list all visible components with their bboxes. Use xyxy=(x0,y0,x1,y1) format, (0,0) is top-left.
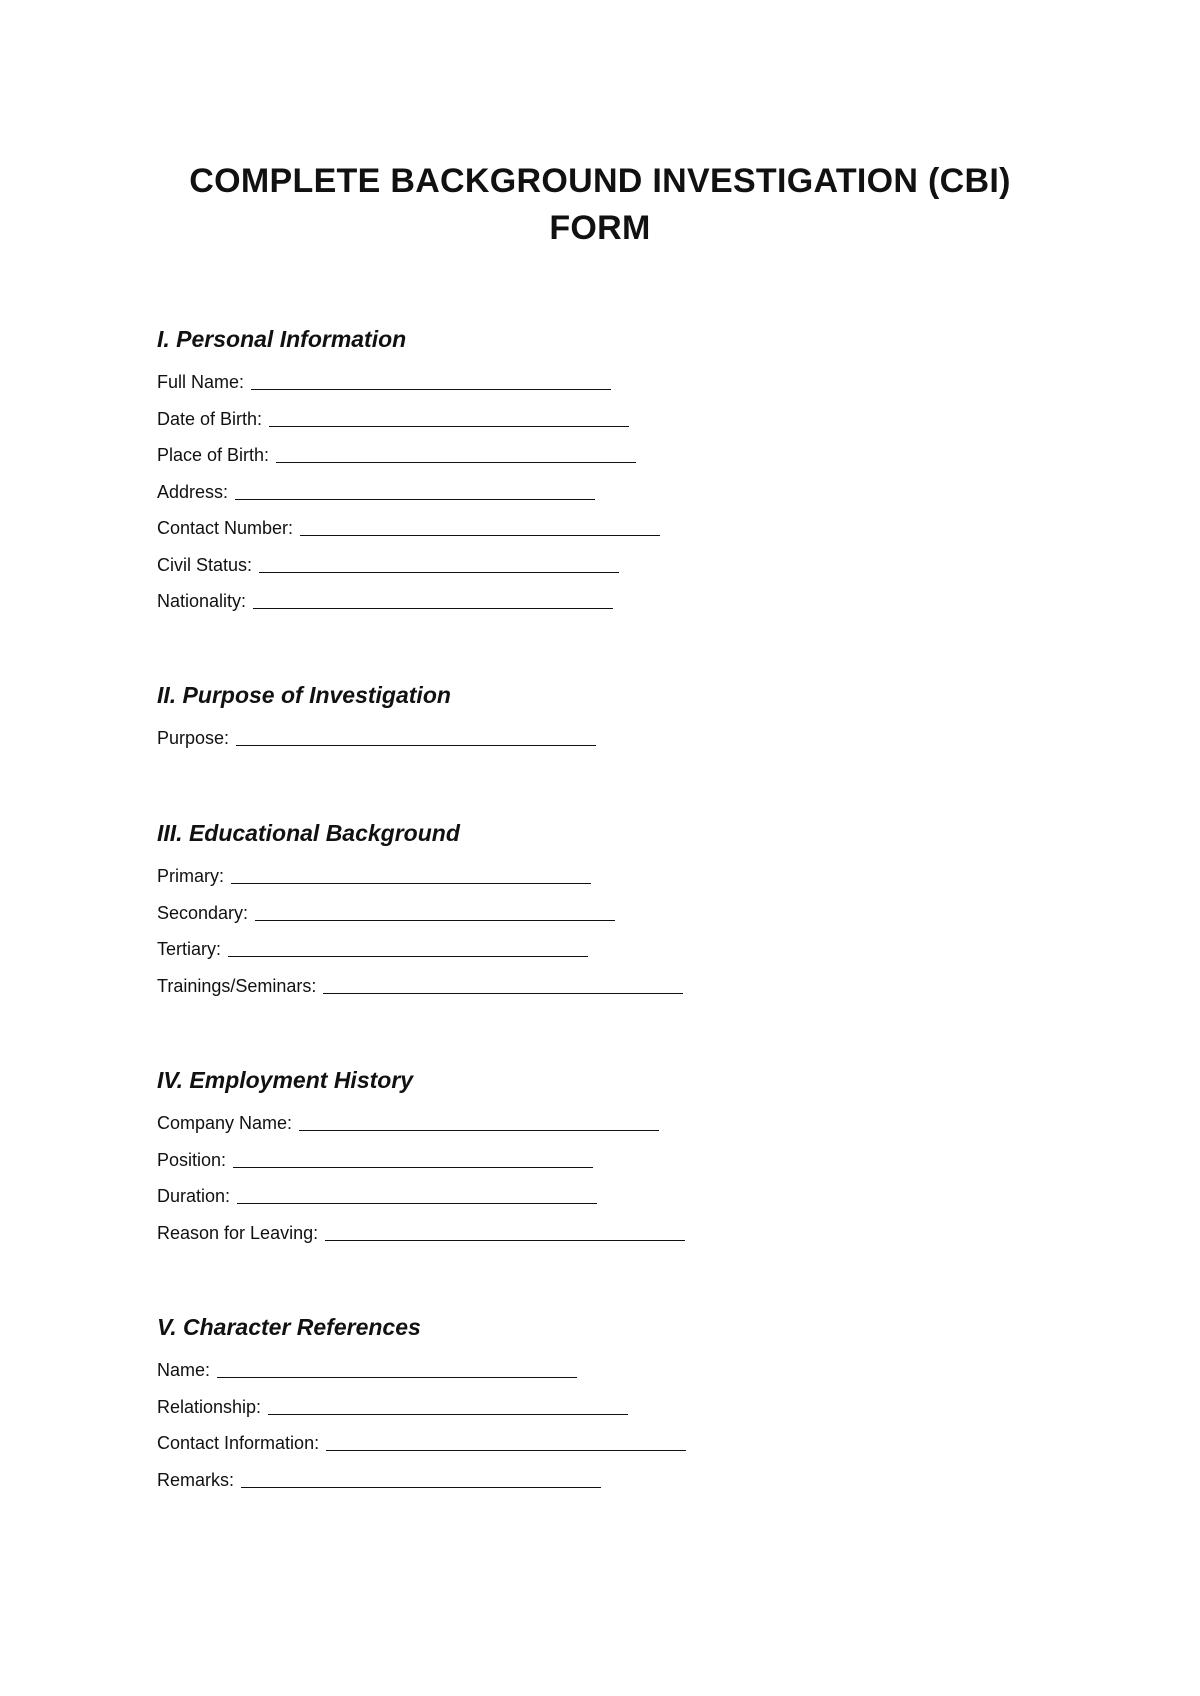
field-contact-number xyxy=(157,516,1057,553)
field-label: Place of Birth: xyxy=(157,445,270,465)
nationality-blank-line[interactable] xyxy=(253,589,613,609)
full-name-blank-line[interactable] xyxy=(251,370,611,390)
company-name-blank-line[interactable] xyxy=(299,1111,659,1131)
field-label: Full Name: xyxy=(157,372,245,392)
field-label: Duration: xyxy=(157,1186,231,1206)
field-contact-information xyxy=(157,1431,1057,1468)
field-label: Tertiary: xyxy=(157,939,222,959)
document-title xyxy=(100,158,1100,252)
field-reference-name xyxy=(157,1358,1057,1395)
field-label: Contact Number: xyxy=(157,518,294,538)
field-primary xyxy=(157,864,1057,901)
field-duration xyxy=(157,1184,1057,1221)
section-heading: IV. Employment History xyxy=(157,1067,414,1093)
reason-for-leaving-blank-line[interactable] xyxy=(325,1221,685,1241)
field-label: Secondary: xyxy=(157,902,249,923)
position-blank-line[interactable] xyxy=(233,1148,593,1168)
field-label: Primary: xyxy=(157,866,224,886)
field-label: Purpose: xyxy=(157,728,230,748)
field-relationship xyxy=(157,1395,1057,1432)
field-trainings-seminars xyxy=(157,974,1057,1011)
field-full-name xyxy=(157,370,1057,407)
section-heading: V. Character References xyxy=(157,1314,421,1340)
field-secondary xyxy=(157,901,1057,938)
primary-blank-line[interactable] xyxy=(231,864,591,884)
field-label: Contact Information: xyxy=(157,1433,320,1453)
section-personal-information xyxy=(157,324,1057,626)
relationship-blank-line[interactable] xyxy=(268,1395,628,1415)
trainings-seminars-blank-line[interactable] xyxy=(323,974,683,994)
field-reason-for-leaving xyxy=(157,1221,1057,1258)
field-company-name xyxy=(157,1111,1057,1148)
purpose-blank-line[interactable] xyxy=(236,726,596,746)
field-label: Remarks: xyxy=(157,1469,235,1490)
document-title-line-2: FORM xyxy=(549,209,651,247)
section-purpose-of-investigation xyxy=(157,680,1057,763)
field-civil-status xyxy=(157,553,1057,590)
field-label: Relationship: xyxy=(157,1396,262,1417)
field-tertiary xyxy=(157,937,1057,974)
contact-number-blank-line[interactable] xyxy=(300,516,660,536)
field-purpose xyxy=(157,726,1057,763)
field-place-of-birth xyxy=(157,443,1057,480)
field-label: Company Name: xyxy=(157,1113,293,1133)
field-label: Date of Birth: xyxy=(157,408,263,429)
field-date-of-birth xyxy=(157,407,1057,444)
reference-name-blank-line[interactable] xyxy=(217,1358,577,1378)
place-of-birth-blank-line[interactable] xyxy=(276,443,636,463)
field-label: Trainings/Seminars: xyxy=(157,975,317,996)
field-remarks xyxy=(157,1468,1057,1505)
civil-status-blank-line[interactable] xyxy=(259,553,619,573)
document-title-line-1: COMPLETE BACKGROUND INVESTIGATION (CBI) xyxy=(189,162,1011,200)
section-heading: I. Personal Information xyxy=(157,326,407,352)
section-employment-history xyxy=(157,1065,1057,1257)
field-label: Civil Status: xyxy=(157,554,253,575)
contact-information-blank-line[interactable] xyxy=(326,1431,686,1451)
duration-blank-line[interactable] xyxy=(237,1184,597,1204)
field-label: Reason for Leaving: xyxy=(157,1222,319,1243)
field-address xyxy=(157,480,1057,517)
section-character-references xyxy=(157,1312,1057,1504)
field-position xyxy=(157,1148,1057,1185)
field-label: Position: xyxy=(157,1149,227,1170)
date-of-birth-blank-line[interactable] xyxy=(269,407,629,427)
address-blank-line[interactable] xyxy=(235,480,595,500)
secondary-blank-line[interactable] xyxy=(255,901,615,921)
field-label: Name: xyxy=(157,1360,211,1380)
tertiary-blank-line[interactable] xyxy=(228,937,588,957)
field-label: Address: xyxy=(157,481,229,502)
section-heading: III. Educational Background xyxy=(157,820,460,846)
field-label: Nationality: xyxy=(157,591,247,611)
section-educational-background xyxy=(157,818,1057,1010)
field-nationality xyxy=(157,589,1057,626)
remarks-blank-line[interactable] xyxy=(241,1468,601,1488)
section-heading: II. Purpose of Investigation xyxy=(157,682,451,708)
